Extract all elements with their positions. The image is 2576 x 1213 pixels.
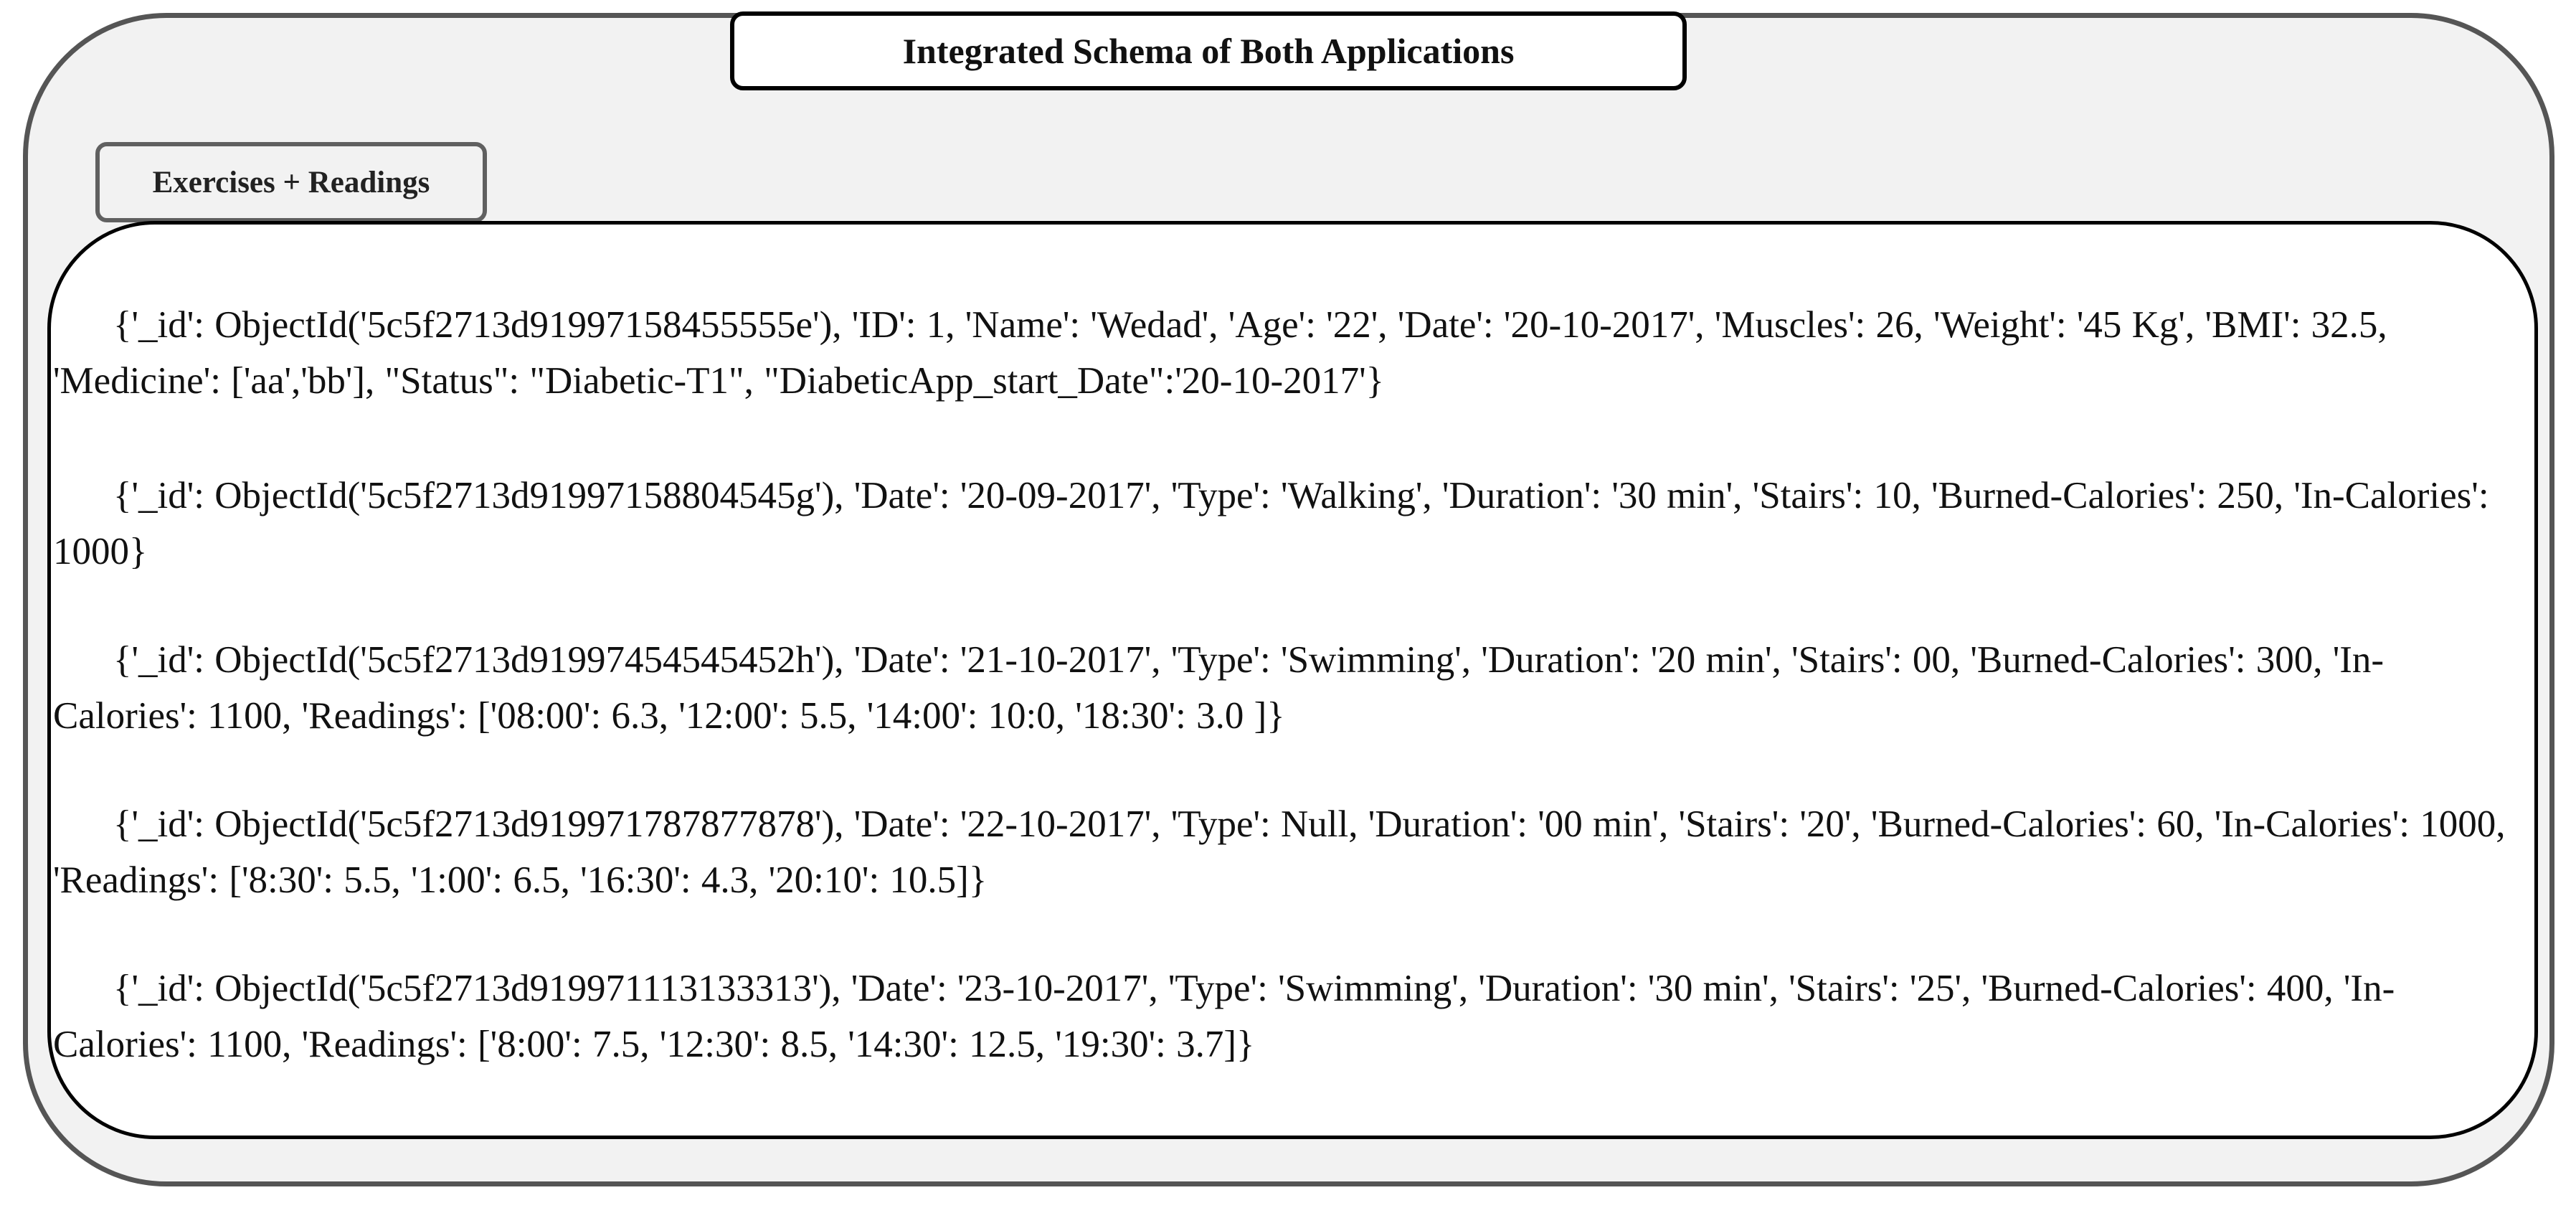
record-1: {'_id': ObjectId('5c5f2713d91997158455555e'), 'ID': 1, 'Name': 'Wedad', 'Age': '22', 'Date': '20-10-2017', 'Muscles': 26, 'Weight': '45 Kg', 'BMI': 32.5, 'Medicine': ['aa','bb'], "Status": "Diabetic-T1", "DiabeticApp_start_Date":'20-10-2017'} bbox=[53, 304, 2387, 402]
section-label bbox=[95, 142, 487, 222]
record-4: {'_id': ObjectId('5c5f2713d919971787877878'), 'Date': '22-10-2017', 'Type': Null, 'Duration': '00 min', 'Stairs': '20', 'Burned-Calories': 60, 'In-Calories': 1000, 'Readings': ['8:30': 5.5, '1:00': 6.5, '16:30': 4.3, '20:10': 10.5]} bbox=[53, 803, 2506, 901]
diagram-title bbox=[730, 11, 1687, 90]
record-2: {'_id': ObjectId('5c5f2713d91997158804545g'), 'Date': '20-09-2017', 'Type': 'Walking', 'Duration': '30 min', 'Stairs': 10, 'Burned-Calories': 250, 'In-Calories': 1000} bbox=[53, 475, 2489, 572]
record-5: {'_id': ObjectId('5c5f2713d919971113133313'), 'Date': '23-10-2017', 'Type': 'Swimming', 'Duration': '30 min', 'Stairs': '25', 'Burned-Calories': 400, 'In-Calories': 1100, 'Readings': ['8:00': 7.5, '12:30': 8.5, '14:30': 12.5, '19:30': 3.7]} bbox=[53, 968, 2395, 1065]
section-label-text: Exercises + Readings bbox=[152, 165, 430, 199]
record-3: {'_id': ObjectId('5c5f2713d91997454545452h'), 'Date': '21-10-2017', 'Type': 'Swimming', 'Duration': '20 min', 'Stairs': 00, 'Burned-Calories': 300, 'In-Calories': 1100, 'Readings': ['08:00': 6.3, '12:00': 5.5, '14:00': 10:0, '18:30': 3.0 ]} bbox=[53, 639, 2385, 737]
diagram-title-text: Integrated Schema of Both Applications bbox=[902, 31, 1515, 71]
